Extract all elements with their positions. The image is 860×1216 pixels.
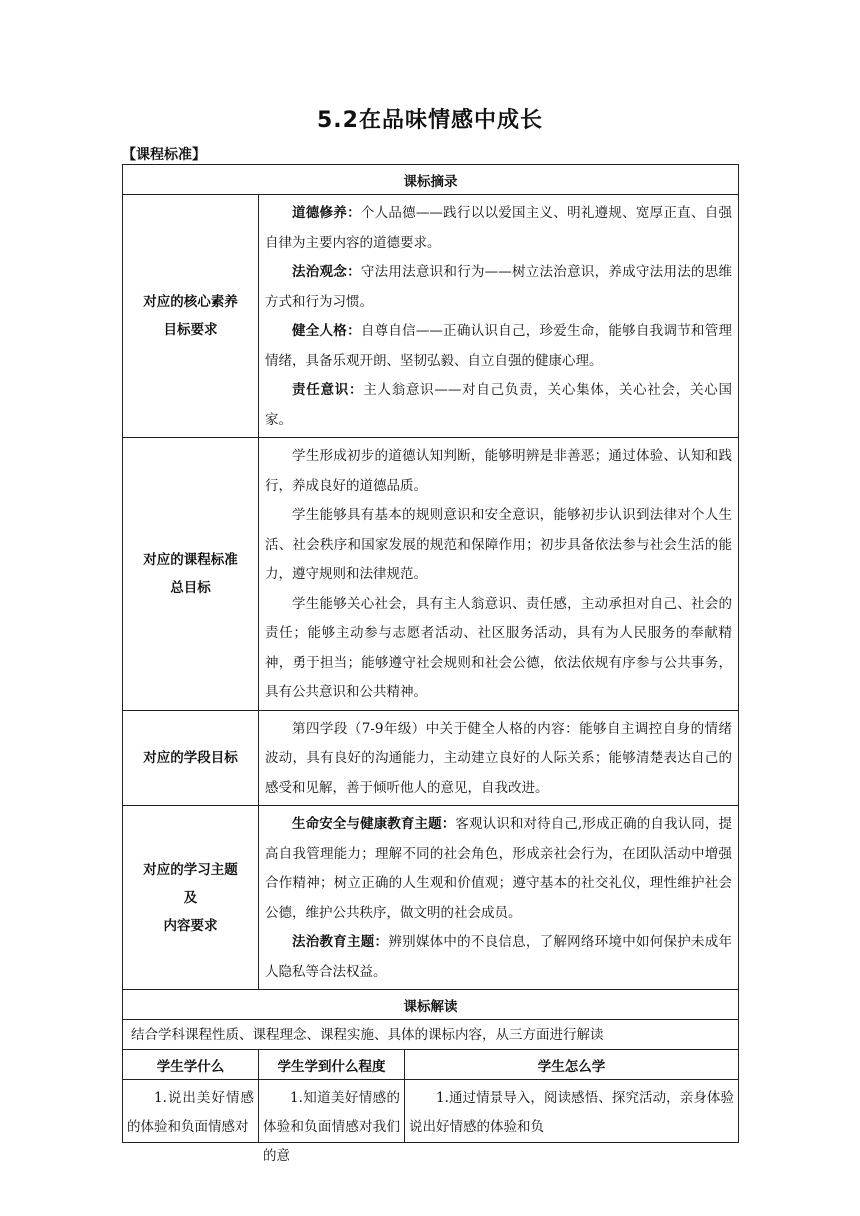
row-content: [259, 438, 739, 711]
interpretation-header: 课标解读: [123, 990, 739, 1020]
paragraph-text: 自尊自信——正确认识自己，珍爱生命，能够自我调节和管理情绪，具备乐观开朗、坚韧弘毅、自立自强的健康心理。: [265, 323, 733, 369]
row-label-line: 目标要求: [163, 322, 218, 338]
table-row: [123, 1080, 739, 1143]
term-label: 责任意识：: [292, 382, 364, 398]
row-label-line: 对应的核心素养: [143, 294, 238, 310]
interpretation-intro: 结合学科课程性质、课程理念、课程实施、具体的课标内容，从三方面进行解读: [123, 1020, 739, 1050]
page-title: 5.2在品味情感中成长: [317, 108, 543, 133]
column-header: 学生怎么学: [405, 1050, 739, 1080]
term-label: 健全人格：: [292, 323, 361, 339]
row-label-line: 总目标: [170, 579, 211, 596]
term-label: 道德修养：: [292, 205, 361, 221]
section-label: 【课程标准】: [122, 147, 206, 163]
row-label: [123, 806, 259, 990]
term-label: 生命安全与健康教育主题：: [292, 816, 456, 832]
paragraph-text: 客观认识和对待自己,形成正确的自我认同，提高自我管理能力；理解不同的社会角色，形成亲社会行为，在团队活动中增强合作精神；树立正确的人生观和价值观；遵守基本的社交礼仪，理性维护社会公德，维护公共秩序，做文明的社会成员。: [265, 816, 732, 921]
paragraph-text: 学生能够具有基本的规则意识和安全意识，能够初步认识到法律对个人生活、社会秩序和国家发展的规范和保障作用；初步具备依法参与社会生活的能力，遵守规则和法律规范。: [265, 507, 732, 582]
paragraph-text: 个人品德——践行以以爱国主义、明礼遵规、宽厚正直、自强自律为主要内容的道德要求。: [265, 205, 733, 251]
table-row: [123, 806, 739, 990]
term-label: 法治教育主题：: [292, 934, 389, 950]
table-cell: 1.知道美好情感的体验和负面情感对我们的意: [259, 1080, 405, 1143]
row-label-line: 对应的学段目标: [143, 749, 238, 766]
row-label-line: 对应的学习主题: [143, 861, 238, 878]
column-header: 学生学什么: [123, 1050, 259, 1080]
row-content: [259, 195, 739, 438]
table-row: [123, 195, 739, 438]
table-row: [123, 438, 739, 711]
column-header: 学生学到什么程度: [259, 1050, 405, 1080]
row-label: [123, 438, 259, 711]
paragraph-text: 辨别媒体中的不良信息，了解网络环境中如何保护未成年人隐私等合法权益。: [265, 934, 733, 980]
table-row: [123, 710, 739, 806]
paragraph-text: 第四学段（7-9年级）中关于健全人格的内容：能够自主调控自身的情绪波动，具有良好的沟通能力，主动建立良好的人际关系；能够清楚表达自己的感受和见解，善于倾听他人的意见，自我改进。: [265, 720, 732, 796]
paragraph-text: 学生形成初步的道德认知判断，能够明辨是非善恶；通过体验、认知和践行，养成良好的道德品质。: [265, 448, 732, 494]
curriculum-table: [122, 164, 739, 1164]
row-label: [123, 710, 259, 806]
row-label-line: 对应的课程标准: [143, 551, 238, 568]
table-cell: 1.通过情景导入，阅读感悟、探究活动，亲身体验说出好情感的体验和负: [405, 1080, 739, 1143]
row-content: [259, 806, 739, 990]
row-label-line: 内容要求: [163, 917, 218, 934]
paragraph-text: 守法用法意识和行为——树立法治意识，养成守法用法的思维方式和行为习惯。: [265, 264, 733, 310]
row-label: [123, 195, 259, 438]
paragraph-text: 学生能够关心社会，具有主人翁意识、责任感，主动承担对自己、社会的责任；能够主动参与志愿者活动、社区服务活动，具有为人民服务的奉献精神，勇于担当；能够遵守社会规则和社会公德，依法依规有序参与公共事务，具有公共意识和公共精神。: [265, 595, 732, 700]
table-cell: 1.说出美好情感的体验和负面情感对: [123, 1080, 259, 1143]
summary-header: 课标摘录: [123, 165, 739, 195]
term-label: 法治观念：: [292, 264, 361, 280]
row-content: [259, 710, 739, 806]
row-label-line: 及: [183, 889, 198, 906]
paragraph-text: 主人翁意识——对自己负责，关心集体，关心社会，关心国家。: [265, 382, 733, 428]
